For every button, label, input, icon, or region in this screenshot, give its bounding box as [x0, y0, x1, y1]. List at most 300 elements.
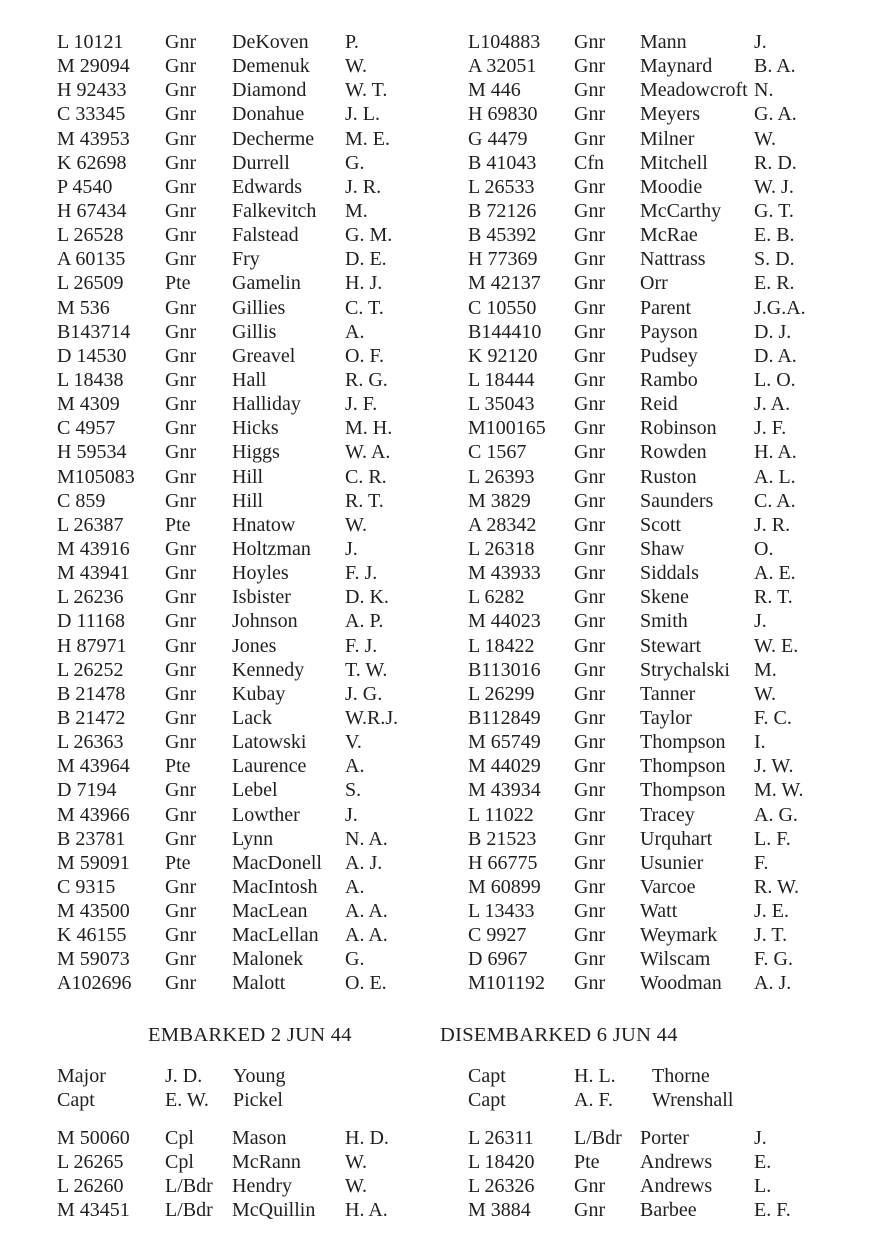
- rank: Gnr: [165, 803, 197, 826]
- initials: T. W.: [345, 658, 388, 681]
- service-number: M 43953: [57, 127, 130, 150]
- rank: Pte: [165, 272, 191, 295]
- rank: Gnr: [165, 586, 197, 609]
- service-number: L 13433: [468, 900, 535, 923]
- surname: Taylor: [640, 706, 692, 729]
- initials: J.G.A.: [754, 296, 806, 319]
- initials: D. E.: [345, 248, 387, 271]
- rank: Pte: [165, 755, 191, 778]
- service-number: L 26265: [57, 1151, 124, 1174]
- surname: Lack: [232, 706, 272, 729]
- initials: F. J.: [345, 634, 378, 657]
- rank: Gnr: [574, 706, 606, 729]
- rank: Gnr: [165, 344, 197, 367]
- surname: Hicks: [232, 417, 279, 440]
- initials: O.: [754, 537, 774, 560]
- initials: A.: [345, 755, 365, 778]
- surname: Thompson: [640, 755, 726, 778]
- service-number: H 59534: [57, 441, 127, 464]
- rank: Gnr: [574, 972, 606, 995]
- service-number: M 59073: [57, 948, 130, 971]
- service-number: D 14530: [57, 344, 127, 367]
- surname: Edwards: [232, 175, 302, 198]
- initials: R. W.: [754, 875, 800, 898]
- initials: R. T.: [754, 586, 793, 609]
- initials: W.: [754, 127, 777, 150]
- rank: Gnr: [574, 272, 606, 295]
- surname: Saunders: [640, 489, 714, 512]
- service-number: G 4479: [468, 127, 528, 150]
- surname: Hoyles: [232, 562, 289, 585]
- rank: Gnr: [165, 248, 197, 271]
- surname: Payson: [640, 320, 698, 343]
- surname: Urquhart: [640, 827, 713, 850]
- service-number: H 67434: [57, 199, 127, 222]
- initials: W. E.: [754, 634, 799, 657]
- surname: Weymark: [640, 924, 718, 947]
- officer-surname: Pickel: [233, 1089, 283, 1111]
- initials: A. A.: [345, 924, 388, 947]
- service-number: L 26252: [57, 658, 124, 681]
- rank: Gnr: [165, 562, 197, 585]
- service-number: L 26311: [468, 1127, 534, 1149]
- surname: Shaw: [640, 537, 685, 560]
- surname: Siddals: [640, 562, 699, 585]
- surname: Milner: [640, 127, 695, 150]
- initials: C. A.: [754, 489, 796, 512]
- service-number: H 77369: [468, 248, 538, 271]
- initials: B. A.: [754, 55, 796, 78]
- officer-initials: E. W.: [165, 1089, 209, 1111]
- rank: Gnr: [574, 803, 606, 826]
- surname: Lynn: [232, 827, 274, 850]
- service-number: L 11022: [468, 803, 534, 826]
- rank: Gnr: [165, 779, 197, 802]
- service-number: M 50060: [57, 1127, 130, 1149]
- initials: G.: [345, 948, 365, 971]
- initials: W.: [345, 1151, 368, 1174]
- rank: Gnr: [574, 924, 606, 947]
- surname: Isbister: [232, 586, 291, 609]
- service-number: M 3884: [468, 1199, 531, 1222]
- initials: M.: [345, 199, 368, 222]
- surname: Scott: [640, 513, 682, 536]
- initials: G. A.: [754, 103, 797, 126]
- rank: Gnr: [165, 103, 197, 126]
- initials: H. A.: [345, 1199, 388, 1222]
- initials: J. L.: [345, 103, 380, 126]
- service-number: B 72126: [468, 199, 537, 222]
- surname: Varcoe: [640, 875, 696, 898]
- service-number: L 26236: [57, 586, 124, 609]
- initials: O. E.: [345, 972, 387, 995]
- service-number: M 43964: [57, 755, 130, 778]
- initials: E. F.: [754, 1199, 791, 1222]
- officer-surname: Young: [233, 1065, 286, 1087]
- surname: Johnson: [232, 610, 298, 633]
- rank: Gnr: [574, 55, 606, 78]
- service-number: B 21472: [57, 706, 126, 729]
- rank: Gnr: [574, 31, 606, 53]
- initials: J.: [754, 610, 767, 633]
- initials: I.: [754, 731, 766, 754]
- officer-initials: J. D.: [165, 1065, 203, 1087]
- service-number: M 43966: [57, 803, 130, 826]
- initials: A. J.: [754, 972, 792, 995]
- service-number: L 26318: [468, 537, 535, 560]
- service-number: L104883: [468, 31, 541, 53]
- surname: McRann: [232, 1151, 301, 1174]
- surname: Hendry: [232, 1175, 292, 1198]
- rank: Gnr: [574, 199, 606, 222]
- surname: Halliday: [232, 393, 301, 416]
- rank: Gnr: [574, 103, 606, 126]
- rank: Gnr: [165, 489, 197, 512]
- surname: Holtzman: [232, 537, 311, 560]
- service-number: A 60135: [57, 248, 126, 271]
- service-number: H 69830: [468, 103, 538, 126]
- initials: M. E.: [345, 127, 390, 150]
- service-number: P 4540: [57, 175, 113, 198]
- initials: W.: [345, 55, 368, 78]
- surname: Orr: [640, 272, 668, 295]
- service-number: L 18438: [57, 368, 124, 391]
- service-number: M 44023: [468, 610, 541, 633]
- service-number: M 60899: [468, 875, 541, 898]
- rank: Gnr: [165, 151, 197, 174]
- initials: F.: [754, 851, 769, 874]
- surname: Skene: [640, 586, 689, 609]
- rank: Gnr: [165, 658, 197, 681]
- rank: Gnr: [165, 417, 197, 440]
- surname: Diamond: [232, 79, 307, 102]
- surname: Higgs: [232, 441, 280, 464]
- officer-initials: A. F.: [574, 1089, 613, 1111]
- surname: Thompson: [640, 779, 726, 802]
- initials: W. T.: [345, 79, 388, 102]
- initials: M. W.: [754, 779, 804, 802]
- initials: O. F.: [345, 344, 384, 367]
- initials: W.: [754, 682, 777, 705]
- surname: MacLellan: [232, 924, 319, 947]
- service-number: L 18420: [468, 1151, 535, 1174]
- rank: Gnr: [574, 368, 606, 391]
- initials: C. T.: [345, 296, 384, 319]
- rank: Gnr: [574, 948, 606, 971]
- service-number: B144410: [468, 320, 542, 343]
- initials: W.: [345, 513, 368, 536]
- surname: Parent: [640, 296, 692, 319]
- surname: DeKoven: [232, 31, 309, 53]
- officer-surname: Thorne: [652, 1065, 710, 1087]
- surname: Andrews: [640, 1175, 713, 1198]
- rank: Gnr: [574, 344, 606, 367]
- surname: Maynard: [640, 55, 713, 78]
- surname: Mason: [232, 1127, 287, 1149]
- surname: Meyers: [640, 103, 700, 126]
- service-number: M 42137: [468, 272, 541, 295]
- service-number: D 7194: [57, 779, 117, 802]
- service-number: B 21478: [57, 682, 126, 705]
- rank: Gnr: [165, 731, 197, 754]
- surname: Smith: [640, 610, 688, 633]
- surname: MacLean: [232, 900, 308, 923]
- service-number: M 3829: [468, 489, 531, 512]
- service-number: H 87971: [57, 634, 127, 657]
- initials: A. G.: [754, 803, 798, 826]
- rank: Gnr: [574, 79, 606, 102]
- service-number: C 9315: [57, 875, 116, 898]
- service-number: H 92433: [57, 79, 127, 102]
- service-number: L 26363: [57, 731, 124, 754]
- service-number: M 29094: [57, 55, 130, 78]
- surname: Gillis: [232, 320, 277, 343]
- surname: Gamelin: [232, 272, 301, 295]
- rank: Gnr: [574, 900, 606, 923]
- rank: Gnr: [574, 827, 606, 850]
- rank: Gnr: [165, 296, 197, 319]
- officer-initials: H. L.: [574, 1065, 616, 1087]
- rank: L/Bdr: [165, 1199, 213, 1222]
- initials: H. A.: [754, 441, 797, 464]
- rank: Gnr: [574, 417, 606, 440]
- rank: Pte: [574, 1151, 600, 1174]
- rank: Gnr: [165, 31, 197, 53]
- surname: Durrell: [232, 151, 290, 174]
- officer-surname: Wrenshall: [652, 1089, 734, 1111]
- rank: Gnr: [165, 320, 197, 343]
- officer-rank: Capt: [57, 1089, 95, 1111]
- initials: D. A.: [754, 344, 797, 367]
- initials: M.: [754, 658, 777, 681]
- service-number: D 11168: [57, 610, 125, 633]
- initials: F. C.: [754, 706, 792, 729]
- initials: E. R.: [754, 272, 795, 295]
- surname: Rowden: [640, 441, 707, 464]
- service-number: M 43933: [468, 562, 541, 585]
- initials: S.: [345, 779, 362, 802]
- surname: Usunier: [640, 851, 704, 874]
- initials: J.: [754, 31, 767, 53]
- initials: R. G.: [345, 368, 388, 391]
- initials: G. M.: [345, 224, 393, 247]
- initials: J. T.: [754, 924, 788, 947]
- rank: L/Bdr: [165, 1175, 213, 1198]
- initials: J. W.: [754, 755, 794, 778]
- service-number: L 26260: [57, 1175, 124, 1198]
- rank: Gnr: [574, 586, 606, 609]
- rank: Gnr: [574, 513, 606, 536]
- initials: A.: [345, 875, 365, 898]
- rank: Gnr: [574, 755, 606, 778]
- surname: Kubay: [232, 682, 286, 705]
- rank: Gnr: [574, 731, 606, 754]
- initials: J. R.: [754, 513, 791, 536]
- surname: Gillies: [232, 296, 286, 319]
- initials: J.: [345, 803, 358, 826]
- initials: N.: [754, 79, 774, 102]
- service-number: M 43916: [57, 537, 130, 560]
- rank: Gnr: [574, 779, 606, 802]
- initials: A. J.: [345, 851, 383, 874]
- surname: Porter: [640, 1127, 689, 1149]
- surname: Kennedy: [232, 658, 305, 681]
- service-number: L 18422: [468, 634, 535, 657]
- initials: S. D.: [754, 248, 795, 271]
- surname: Watt: [640, 900, 678, 923]
- rank: Gnr: [574, 851, 606, 874]
- surname: Demenuk: [232, 55, 310, 78]
- surname: MacIntosh: [232, 875, 318, 898]
- initials: L. O.: [754, 368, 796, 391]
- rank: Gnr: [165, 441, 197, 464]
- surname: Lebel: [232, 779, 278, 802]
- initials: L.: [754, 1175, 772, 1198]
- initials: W.: [345, 1175, 368, 1198]
- initials: A. E.: [754, 562, 796, 585]
- initials: D. J.: [754, 320, 792, 343]
- rank: Gnr: [165, 79, 197, 102]
- surname: McRae: [640, 224, 698, 247]
- initials: G.: [345, 151, 365, 174]
- initials: V.: [345, 731, 362, 754]
- surname: Rambo: [640, 368, 698, 391]
- rank: Gnr: [165, 55, 197, 78]
- surname: Mitchell: [640, 151, 708, 174]
- initials: E.: [754, 1151, 772, 1174]
- rank: Gnr: [574, 248, 606, 271]
- rank: Gnr: [165, 537, 197, 560]
- initials: F. J.: [345, 562, 378, 585]
- rank: Gnr: [574, 127, 606, 150]
- rank: Gnr: [165, 875, 197, 898]
- service-number: L 26533: [468, 175, 535, 198]
- service-number: L 26509: [57, 272, 124, 295]
- service-number: H 66775: [468, 851, 538, 874]
- rank: Cfn: [574, 151, 604, 174]
- initials: M. H.: [345, 417, 393, 440]
- rank: Gnr: [165, 682, 197, 705]
- initials: A. L.: [754, 465, 796, 488]
- rank: Gnr: [574, 441, 606, 464]
- service-number: L 18444: [468, 368, 535, 391]
- surname: Tracey: [640, 803, 695, 826]
- service-number: L 26528: [57, 224, 124, 247]
- service-number: M100165: [468, 417, 546, 440]
- service-number: L 6282: [468, 586, 525, 609]
- rank: Gnr: [574, 634, 606, 657]
- surname: Woodman: [640, 972, 722, 995]
- rank: Gnr: [574, 489, 606, 512]
- service-number: C 1567: [468, 441, 527, 464]
- service-number: M 536: [57, 296, 110, 319]
- initials: A.: [345, 320, 365, 343]
- surname: Greavel: [232, 344, 296, 367]
- service-number: L 10121: [57, 31, 124, 53]
- surname: Pudsey: [640, 344, 698, 367]
- rank: L/Bdr: [574, 1127, 622, 1149]
- initials: J. E.: [754, 900, 789, 923]
- surname: Strychalski: [640, 658, 730, 681]
- initials: J. A.: [754, 393, 791, 416]
- rank: Gnr: [574, 1175, 606, 1198]
- service-number: B143714: [57, 320, 131, 343]
- service-number: L 26393: [468, 465, 535, 488]
- surname: Malott: [232, 972, 286, 995]
- service-number: M 446: [468, 79, 521, 102]
- rank: Cpl: [165, 1127, 194, 1149]
- initials: W. J.: [754, 175, 794, 198]
- service-number: A 32051: [468, 55, 537, 78]
- rank: Gnr: [574, 224, 606, 247]
- rank: Gnr: [574, 610, 606, 633]
- surname: Nattrass: [640, 248, 706, 271]
- rank: Gnr: [165, 224, 197, 247]
- service-number: M 4309: [57, 393, 120, 416]
- surname: Ruston: [640, 465, 697, 488]
- service-number: A 28342: [468, 513, 537, 536]
- service-number: B 45392: [468, 224, 537, 247]
- service-number: C 33345: [57, 103, 126, 126]
- rank: Gnr: [574, 175, 606, 198]
- initials: A. A.: [345, 900, 388, 923]
- service-number: L 26299: [468, 682, 535, 705]
- rank: Gnr: [165, 465, 197, 488]
- surname: Hall: [232, 368, 267, 391]
- service-number: B112849: [468, 706, 541, 729]
- service-number: M 43500: [57, 900, 130, 923]
- surname: Tanner: [640, 682, 696, 705]
- officer-rank: Capt: [468, 1089, 506, 1111]
- initials: W. A.: [345, 441, 391, 464]
- initials: J.: [754, 1127, 767, 1149]
- initials: J. R.: [345, 175, 382, 198]
- surname: Laurence: [232, 755, 307, 778]
- service-number: M 43941: [57, 562, 130, 585]
- service-number: L 26387: [57, 513, 124, 536]
- initials: N. A.: [345, 827, 388, 850]
- surname: Fry: [232, 248, 260, 271]
- service-number: C 859: [57, 489, 106, 512]
- rank: Gnr: [574, 537, 606, 560]
- rank: Gnr: [574, 682, 606, 705]
- surname: Wilscam: [640, 948, 711, 971]
- service-number: D 6967: [468, 948, 528, 971]
- surname: Hill: [232, 465, 264, 488]
- rank: Gnr: [165, 127, 197, 150]
- surname: Decherme: [232, 127, 315, 150]
- surname: McQuillin: [232, 1199, 316, 1222]
- service-number: C 4957: [57, 417, 116, 440]
- service-number: K 62698: [57, 151, 127, 174]
- surname: Hill: [232, 489, 264, 512]
- initials: H. J.: [345, 272, 383, 295]
- rank: Cpl: [165, 1151, 194, 1174]
- surname: Thompson: [640, 731, 726, 754]
- initials: L. F.: [754, 827, 791, 850]
- rank: Gnr: [574, 562, 606, 585]
- surname: Latowski: [232, 731, 307, 754]
- initials: J. F.: [345, 393, 378, 416]
- embarked-heading: EMBARKED 2 JUN 44: [148, 1024, 352, 1046]
- initials: G. T.: [754, 199, 794, 222]
- surname: Falkevitch: [232, 199, 317, 222]
- service-number: M105083: [57, 465, 135, 488]
- initials: F. G.: [754, 948, 793, 971]
- service-number: M 43934: [468, 779, 541, 802]
- rank: Gnr: [165, 610, 197, 633]
- service-number: B 21523: [468, 827, 537, 850]
